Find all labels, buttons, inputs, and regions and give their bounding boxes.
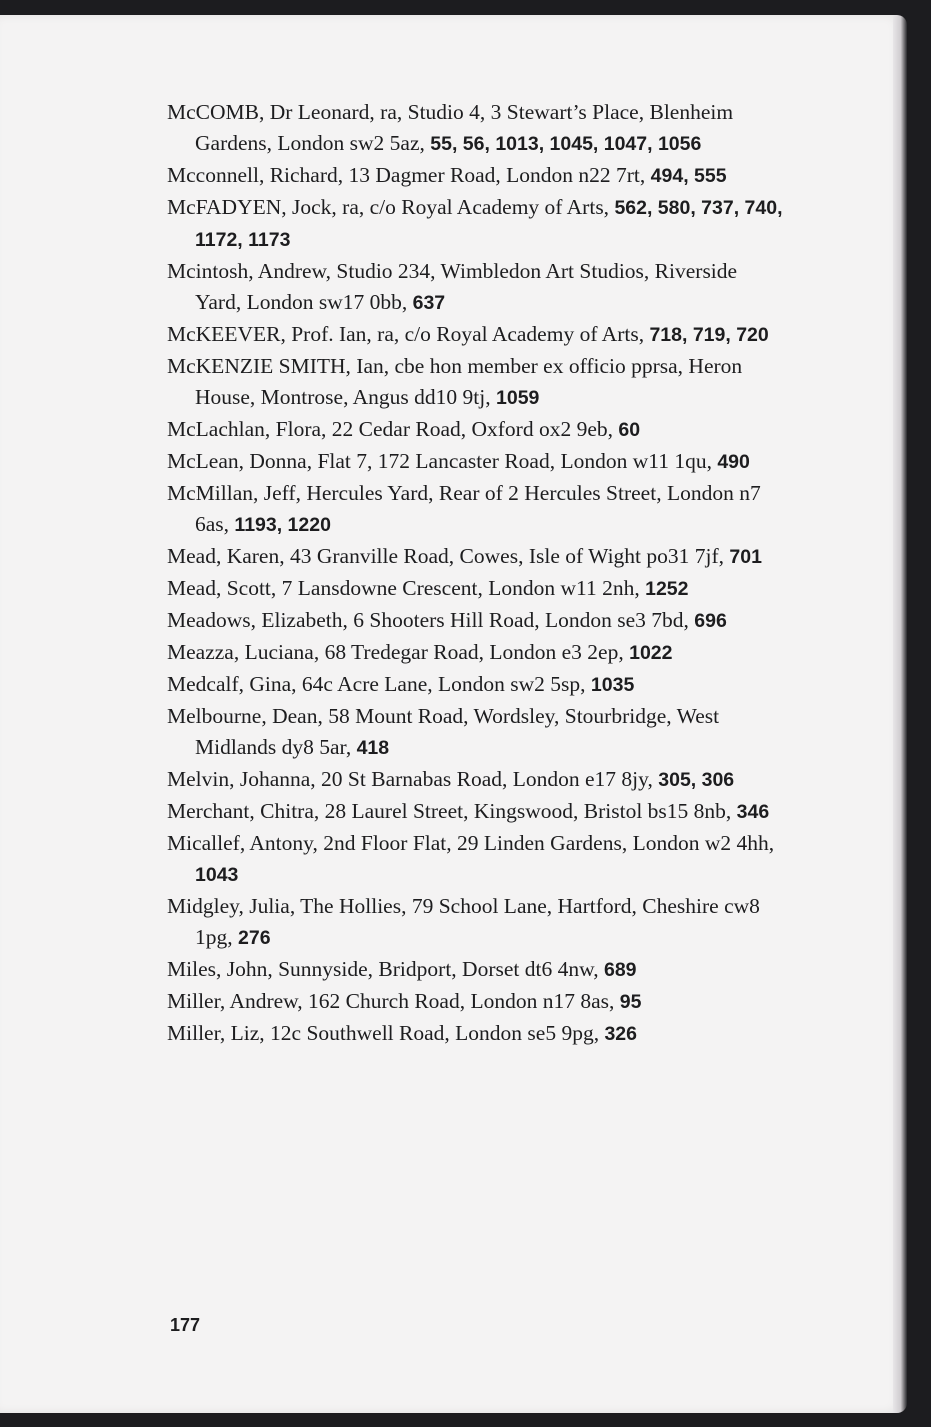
- entry-pages: 60: [618, 419, 641, 441]
- entry-pages: 1193, 1220: [234, 514, 331, 536]
- index-entry: [167, 446, 787, 478]
- entry-text: Micallef, Antony, 2nd Floor Flat, 29 Linden Gardens, London w2 4hh,: [167, 831, 775, 855]
- entry-text: Meadows, Elizabeth, 6 Shooters Hill Road, London se3 7bd,: [167, 608, 695, 632]
- index-entry: [167, 414, 787, 446]
- entry-text: Miller, Andrew, 162 Church Road, London n17 8as,: [167, 989, 620, 1013]
- index-entry: [167, 478, 787, 541]
- index-entry: [167, 351, 787, 414]
- index-entry: [167, 573, 787, 605]
- entry-pages: 1059: [496, 387, 540, 409]
- entry-text: Mead, Karen, 43 Granville Road, Cowes, Isle of Wight po31 7jf,: [167, 544, 730, 568]
- index-entry: [167, 637, 787, 669]
- page-edge: [893, 15, 907, 1413]
- entry-pages: 696: [694, 610, 727, 632]
- entry-text: McLean, Donna, Flat 7, 172 Lancaster Road, London w11 1qu,: [167, 449, 718, 473]
- entry-pages: 1252: [645, 578, 689, 600]
- entry-pages: 689: [603, 959, 637, 981]
- entry-text: Merchant, Chitra, 28 Laurel Street, Kingswood, Bristol bs15 8nb,: [167, 799, 737, 823]
- index-entry: [167, 97, 787, 160]
- entry-text: McKEEVER, Prof. Ian, ra, c/o Royal Academy of Arts,: [167, 322, 650, 346]
- entry-pages: 562, 580, 737, 740, 1172, 1173: [195, 197, 783, 251]
- page-number: 177: [170, 1315, 201, 1335]
- entry-pages: 718, 719, 720: [649, 324, 769, 346]
- entry-pages: 494, 555: [650, 165, 727, 187]
- entry-text: Mcconnell, Richard, 13 Dagmer Road, London n22 7rt,: [167, 163, 651, 187]
- index-entry: [167, 796, 787, 828]
- entry-text: McCOMB, Dr Leonard, ra, Studio 4, 3 Stewart’s Place, Blenheim Gardens, London sw2 5az,: [167, 100, 734, 155]
- entry-text: Melbourne, Dean, 58 Mount Road, Wordsley, Stourbridge, West Midlands dy8 5ar,: [167, 704, 720, 759]
- entry-text: Melvin, Johanna, 20 St Barnabas Road, London e17 8jy,: [167, 767, 659, 791]
- entry-text: Miller, Liz, 12c Southwell Road, London se5 9pg,: [167, 1021, 605, 1045]
- entry-pages: 326: [604, 1023, 637, 1045]
- entry-text: McLachlan, Flora, 22 Cedar Road, Oxford ox2 9eb,: [167, 417, 619, 441]
- entry-pages: 637: [412, 292, 446, 314]
- index-entry: [167, 1018, 787, 1050]
- index-entry: [167, 764, 787, 796]
- entry-pages: 55, 56, 1013, 1045, 1047, 1056: [430, 133, 702, 155]
- entry-pages: 276: [238, 927, 271, 949]
- entry-text: Mcintosh, Andrew, Studio 234, Wimbledon Art Studios, Riverside Yard, London sw17 0bb,: [167, 259, 738, 314]
- index-entry: [167, 701, 787, 764]
- entry-text: McKENZIE SMITH, Ian, cbe hon member ex officio pprsa, Heron House, Montrose, Angus dd10 9tj,: [167, 354, 743, 409]
- index-entry: [167, 828, 787, 891]
- entry-pages: 701: [729, 546, 762, 568]
- index-entry: [167, 256, 787, 319]
- index-entry: [167, 160, 787, 192]
- index-entry: [167, 891, 787, 954]
- entry-text: Midgley, Julia, The Hollies, 79 School Lane, Hartford, Cheshire cw8 1pg,: [167, 894, 760, 949]
- index-entry: [167, 605, 787, 637]
- index-entry: [167, 192, 787, 256]
- index-entry: [167, 319, 787, 351]
- entry-pages: 1043: [195, 864, 239, 886]
- entry-pages: 418: [356, 737, 390, 759]
- entry-pages: 95: [619, 991, 642, 1013]
- index-entry: [167, 954, 787, 986]
- entry-pages: 490: [717, 451, 750, 473]
- entry-text: McMillan, Jeff, Hercules Yard, Rear of 2 Hercules Street, London n7 6as,: [167, 481, 761, 536]
- entry-text: McFADYEN, Jock, ra, c/o Royal Academy of Arts,: [167, 195, 615, 219]
- index-entries: [167, 97, 787, 1050]
- entry-text: Medcalf, Gina, 64c Acre Lane, London sw2 5sp,: [167, 672, 591, 696]
- entry-pages: 1035: [590, 674, 635, 696]
- entry-text: Mead, Scott, 7 Lansdowne Crescent, London w11 2nh,: [167, 576, 646, 600]
- index-entry: [167, 541, 787, 573]
- entry-text: Miles, John, Sunnyside, Bridport, Dorset dt6 4nw,: [167, 957, 604, 981]
- entry-pages: 346: [736, 801, 770, 823]
- entry-pages: 305, 306: [658, 769, 735, 791]
- entry-pages: 1022: [629, 642, 673, 664]
- index-entry: [167, 986, 787, 1018]
- index-entry: [167, 669, 787, 701]
- entry-text: Meazza, Luciana, 68 Tredegar Road, London e3 2ep,: [167, 640, 630, 664]
